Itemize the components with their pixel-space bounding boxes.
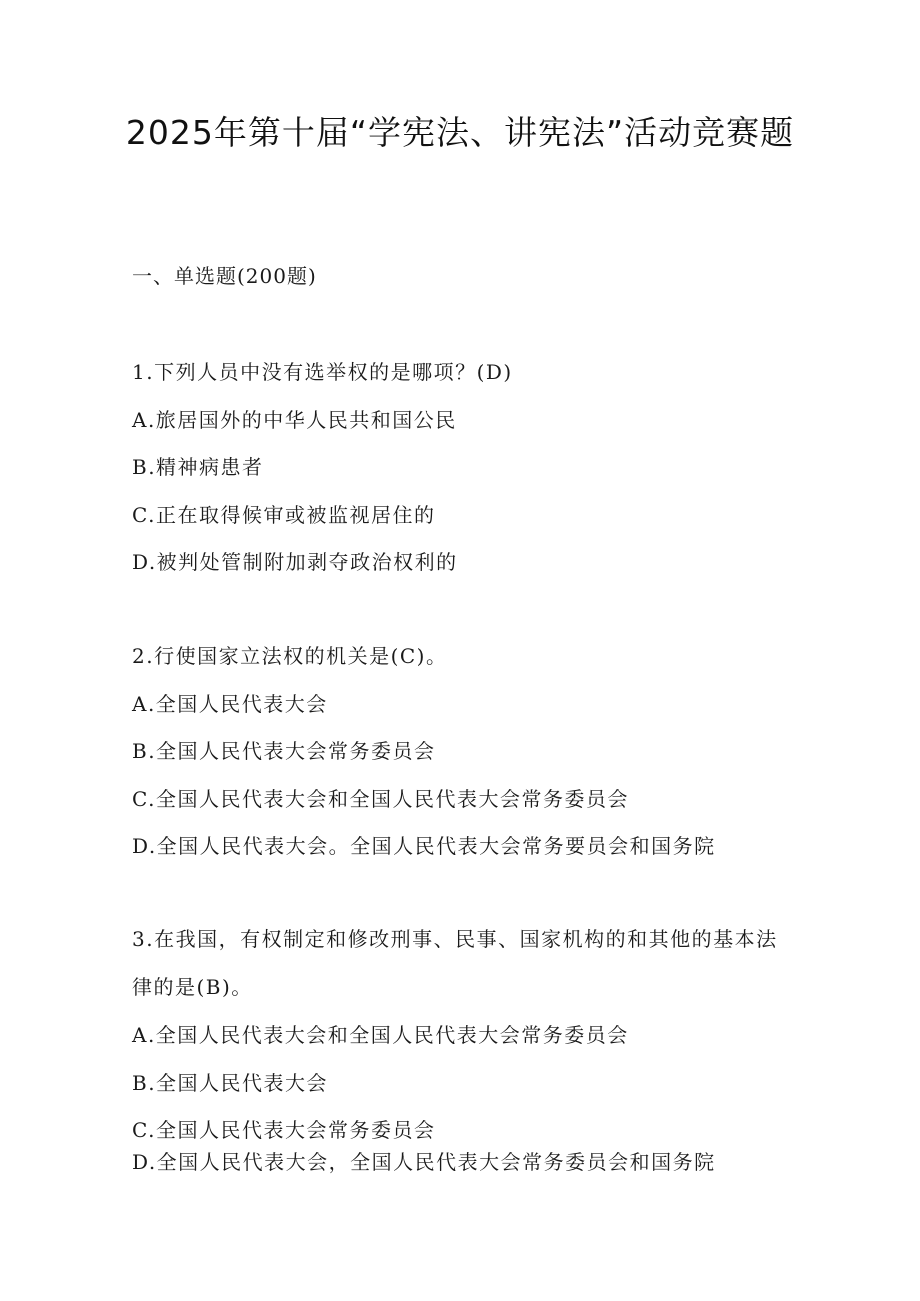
option-d: D.被判处管制附加剥夺政治权利的 bbox=[132, 550, 458, 574]
option-a: A.旅居国外的中华人民共和国公民 bbox=[132, 407, 457, 432]
option-b: B.全国人民代表大会常务委员会 bbox=[132, 739, 436, 763]
question-block-2 bbox=[132, 642, 792, 860]
option-a: A.全国人民代表大会和全国人民代表大会常务委员会 bbox=[132, 1023, 629, 1047]
question-block-1 bbox=[132, 358, 792, 576]
question-stem: 3.在我国，有权制定和修改刑事、民事、国家机构的和其他的基本法律的是(B)。 bbox=[132, 927, 778, 999]
option-b: B.精神病患者 bbox=[132, 455, 264, 479]
question-stem: 1.下列人员中没有选举权的是哪项？(D) bbox=[132, 360, 513, 384]
option-a: A.全国人民代表大会 bbox=[132, 691, 328, 716]
question-stem: 2.行使国家立法权的机关是(C)。 bbox=[132, 644, 448, 668]
option-c: C.全国人民代表大会常务委员会 bbox=[132, 1118, 436, 1142]
section-heading: 一、单选题(200题) bbox=[132, 264, 317, 288]
document-title: 2025年第十届“学宪法、讲宪法”活动竞赛题 bbox=[125, 113, 795, 152]
option-d: D.全国人民代表大会，全国人民代表大会常务委员会和国务院 bbox=[132, 1150, 716, 1174]
option-c: C.正在取得候审或被监视居住的 bbox=[132, 502, 436, 527]
option-c: C.全国人民代表大会和全国人民代表大会常务委员会 bbox=[132, 786, 629, 811]
option-b: B.全国人民代表大会 bbox=[132, 1070, 329, 1095]
option-d: D.全国人民代表大会。全国人民代表大会常务要员会和国务院 bbox=[132, 834, 716, 858]
question-block-3 bbox=[132, 926, 792, 1176]
